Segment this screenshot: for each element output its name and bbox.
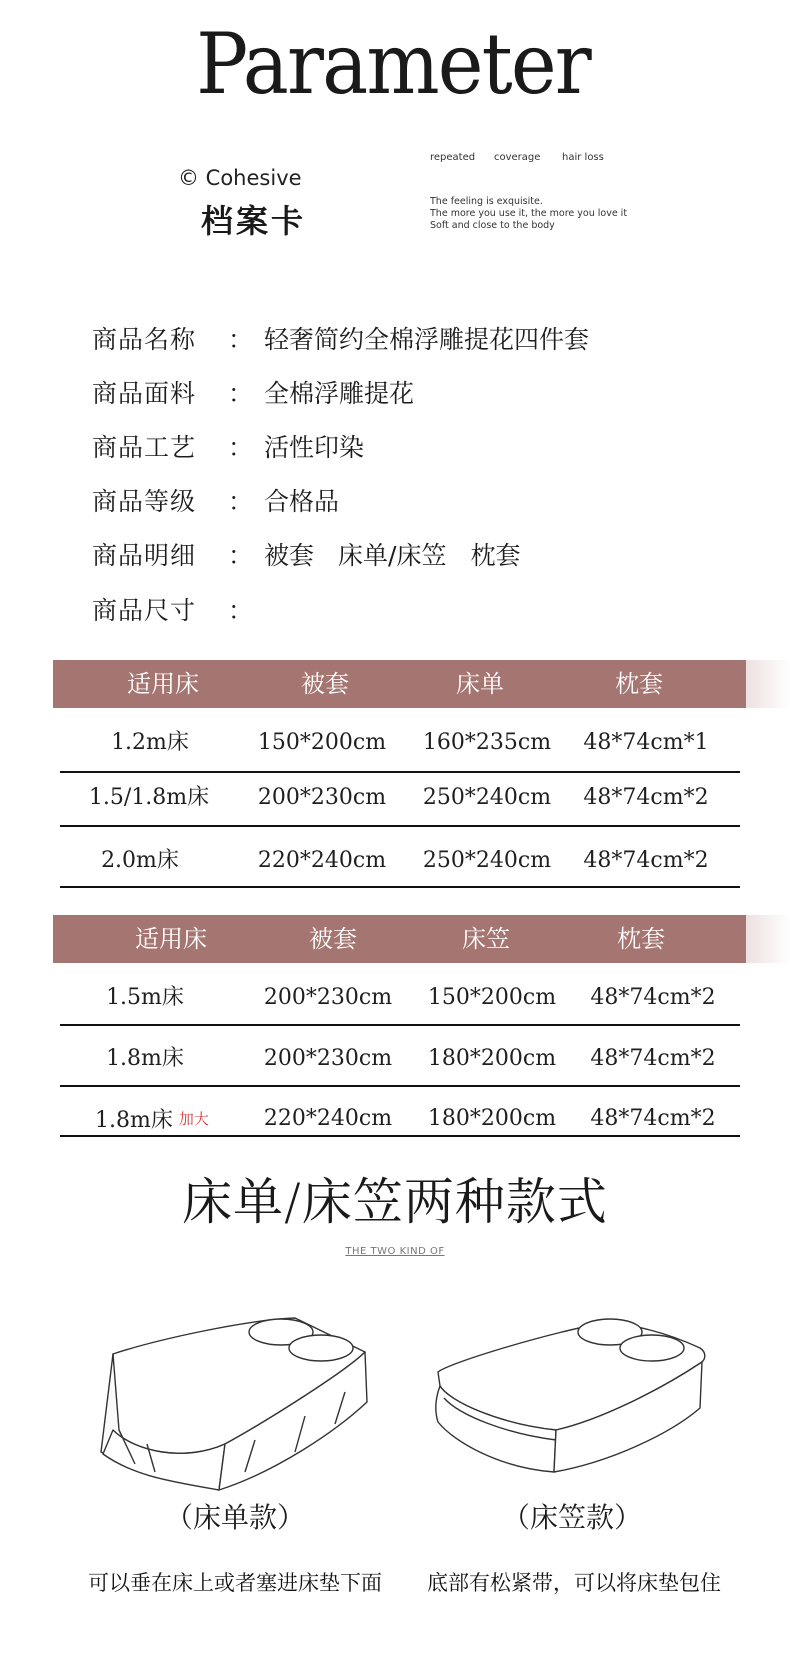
table2-header <box>53 915 746 963</box>
info-label: 商品名称 <box>92 325 197 354</box>
tag-coverage: coverage <box>494 152 541 163</box>
table-header-cell: 适用床 <box>127 670 199 698</box>
table-header-cell: 床笠 <box>462 925 510 953</box>
table-cell: 1.2m床 <box>111 730 189 755</box>
table-divider <box>60 1085 740 1087</box>
sheet-style-desc: 可以垂在床上或者塞进床垫下面 <box>88 1571 382 1595</box>
info-label: 商品明细 <box>92 541 197 570</box>
table-row <box>60 972 740 1024</box>
table-cell: 200*230cm <box>257 785 387 810</box>
table1-header-fade <box>746 660 790 708</box>
table-divider <box>60 886 740 888</box>
table-divider <box>60 1024 740 1026</box>
info-colon: ： <box>228 487 254 516</box>
table-header-cell: 枕套 <box>615 670 663 698</box>
table-cell: 1.5/1.8m床 <box>88 785 210 810</box>
table-row <box>60 1093 740 1145</box>
fitted-style-caption: （床笠款） <box>501 1501 642 1534</box>
section-subtitle: THE TWO KIND OF <box>345 1246 445 1257</box>
slogan-line: The feeling is exquisite. <box>430 196 543 207</box>
oversize-note: 加大 <box>178 1110 209 1128</box>
table-cell: 220*240cm <box>263 1106 393 1131</box>
sheet-style-caption: （床单款） <box>164 1501 305 1534</box>
slogan-line: Soft and close to the body <box>430 220 555 231</box>
fitted-sheet-illustration <box>430 1312 720 1492</box>
info-detail-row <box>92 536 544 572</box>
table-header-cell: 床单 <box>456 670 504 698</box>
table-cell: 160*235cm <box>422 730 552 755</box>
table-cell: 1.8m床 <box>106 1046 184 1071</box>
info-value: 合格品 <box>264 487 340 516</box>
table-cell: 48*74cm*2 <box>590 1106 716 1131</box>
table-header-cell: 被套 <box>309 925 357 953</box>
table-cell: 2.0m床 <box>101 848 179 873</box>
table-cell: 250*240cm <box>422 848 552 873</box>
slogan <box>430 196 627 232</box>
table-divider <box>60 825 740 827</box>
tag-repeated: repeated <box>430 152 476 163</box>
table-row <box>60 835 740 887</box>
table-cell: 250*240cm <box>422 785 552 810</box>
table-cell: 180*200cm <box>427 1106 557 1131</box>
page-title: Parameter <box>196 15 590 113</box>
table-row <box>60 717 740 769</box>
table-divider <box>60 1135 740 1137</box>
info-value: 全棉浮雕提花 <box>264 379 415 408</box>
bed-size: 1.8m床 <box>95 1108 173 1133</box>
table-cell: 200*230cm <box>263 985 393 1010</box>
info-colon: ： <box>228 541 254 570</box>
table-cell: 48*74cm*2 <box>590 1046 716 1071</box>
info-name-row <box>92 320 589 356</box>
info-value <box>264 536 544 572</box>
table-cell: 48*74cm*2 <box>590 985 716 1010</box>
info-colon: ： <box>228 325 254 354</box>
table-cell: 150*200cm <box>257 730 387 755</box>
brand-name: © Cohesive <box>178 166 302 190</box>
table-cell: 48*74cm*2 <box>583 848 709 873</box>
table-cell: 180*200cm <box>427 1046 557 1071</box>
info-craft-row <box>92 428 364 464</box>
section-title: 床单/床笠两种款式 <box>182 1173 608 1231</box>
fitted-style-desc: 底部有松紧带，可以将床垫包住 <box>427 1571 721 1595</box>
info-label: 商品面料 <box>92 379 197 408</box>
table-header-cell: 适用床 <box>135 925 207 953</box>
info-value: 活性印染 <box>264 433 365 462</box>
table-header-cell: 枕套 <box>617 925 665 953</box>
brand-subtitle: 档案卡 <box>201 202 307 240</box>
info-colon: ： <box>228 433 254 462</box>
detail-item: 枕套 <box>470 541 521 570</box>
detail-item: 床单/床笠 <box>338 541 447 570</box>
table-cell: 200*230cm <box>263 1046 393 1071</box>
info-grade-row <box>92 482 339 518</box>
table-cell: 220*240cm <box>257 848 387 873</box>
table2-header-fade <box>746 915 790 963</box>
info-colon: ： <box>228 596 254 625</box>
table-cell: 1.5m床 <box>106 985 184 1010</box>
table-cell <box>95 1093 245 1147</box>
table-header-cell: 被套 <box>301 670 349 698</box>
table-cell: 150*200cm <box>427 985 557 1010</box>
info-label: 商品尺寸 <box>92 596 197 625</box>
info-label: 商品工艺 <box>92 433 197 462</box>
info-colon: ： <box>228 379 254 408</box>
info-size-row <box>92 591 264 627</box>
table-row <box>60 1033 740 1085</box>
table1-header <box>53 660 746 708</box>
info-fabric-row <box>92 374 414 410</box>
info-label: 商品等级 <box>92 487 197 516</box>
info-value: 轻奢简约全棉浮雕提花四件套 <box>264 325 590 354</box>
slogan-line: The more you use it, the more you love it <box>430 208 628 219</box>
tag-hair-loss: hair loss <box>562 152 604 163</box>
table-row <box>60 772 740 824</box>
detail-item: 被套 <box>264 541 315 570</box>
table-cell: 48*74cm*1 <box>583 730 709 755</box>
flat-sheet-illustration <box>95 1312 385 1492</box>
table-cell: 48*74cm*2 <box>583 785 709 810</box>
